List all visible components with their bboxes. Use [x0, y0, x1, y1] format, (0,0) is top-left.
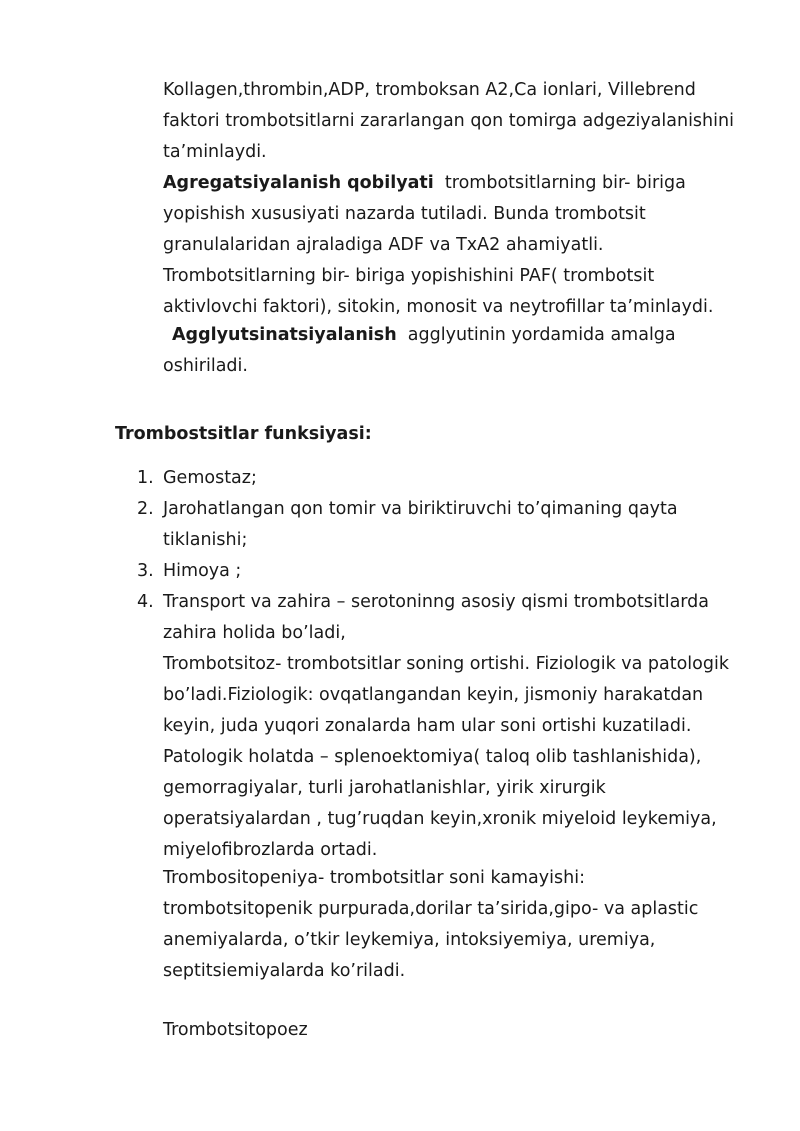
term-bold: Agglyutsinatsiyalanish [172, 325, 397, 345]
term-bold: Agregatsiyalanish qobilyati [163, 173, 434, 193]
paragraph-line: operatsiyalardan , tug’ruqdan keyin,xronik miyeloid leykemiya, [163, 809, 717, 829]
paragraph-line: ta’minlaydi. [163, 142, 267, 162]
paragraph-line: gemorragiyalar, turli jarohatlanishlar, yirik xirurgik [163, 778, 606, 798]
text-span: trombotsitlarning bir- biriga [433, 173, 686, 193]
list-number: 2. [137, 499, 154, 519]
paragraph-line: aktivlovchi faktori), sitokin, monosit va neytrofillar ta’minlaydi. [163, 297, 714, 317]
paragraph-line: septitsiemiyalarda ko’riladi. [163, 961, 406, 981]
paragraph-line [172, 323, 676, 347]
paragraph-line [163, 171, 686, 195]
list-item: Jarohatlangan qon tomir va biriktiruvchi to’qimaning qayta [163, 499, 678, 519]
section-heading: Trombostsitlar funksiyasi: [115, 424, 372, 444]
list-number: 4. [137, 592, 154, 612]
paragraph-line: keyin, juda yuqori zonalarda ham ular soni ortishi kuzatiladi. [163, 716, 692, 736]
paragraph-line: Trombotsitlarning bir- biriga yopishishini PAF( trombotsit [163, 266, 655, 286]
paragraph-line: Trombotsitoz- trombotsitlar soning ortishi. Fiziologik va patologik [163, 654, 729, 674]
text-span: agglyutinin yordamida amalga [396, 325, 676, 345]
paragraph-line: trombotsitopenik purpurada,dorilar ta’sirida,gipo- va aplastic [163, 899, 699, 919]
list-item-continuation: tiklanishi; [163, 530, 248, 550]
list-number: 1. [137, 468, 154, 488]
paragraph-line: miyelofibrozlarda ortadi. [163, 840, 378, 860]
paragraph-line: oshiriladi. [163, 356, 248, 376]
paragraph-line: granulalaridan ajraladiga ADF va TxA2 ahamiyatli. [163, 235, 604, 255]
list-number: 3. [137, 561, 154, 581]
list-item: Himoya ; [163, 561, 242, 581]
paragraph-line: faktori trombotsitlarni zararlangan qon tomirga adgeziyalanishini [163, 111, 734, 131]
list-item: Transport va zahira – serotoninng asosiy qismi trombotsitlarda [163, 592, 710, 612]
list-item-continuation: zahira holida bo’ladi, [163, 623, 346, 643]
paragraph-line: bo’ladi.Fiziologik: ovqatlangandan keyin, jismoniy harakatdan [163, 685, 704, 705]
paragraph-line: Trombositopeniya- trombotsitlar soni kamayishi: [163, 868, 585, 888]
paragraph-line: yopishish xususiyati nazarda tutiladi. Bunda trombotsit [163, 204, 646, 224]
paragraph-line: Trombotsitopoez [163, 1020, 308, 1040]
list-item: Gemostaz; [163, 468, 257, 488]
paragraph-line: anemiyalarda, o’tkir leykemiya, intoksiyemiya, uremiya, [163, 930, 656, 950]
paragraph-line: Kollagen,thrombin,ADP, tromboksan A2,Ca ionlari, Villebrend [163, 80, 696, 100]
paragraph-line: Patologik holatda – splenoektomiya( taloq olib tashlanishida), [163, 747, 702, 767]
